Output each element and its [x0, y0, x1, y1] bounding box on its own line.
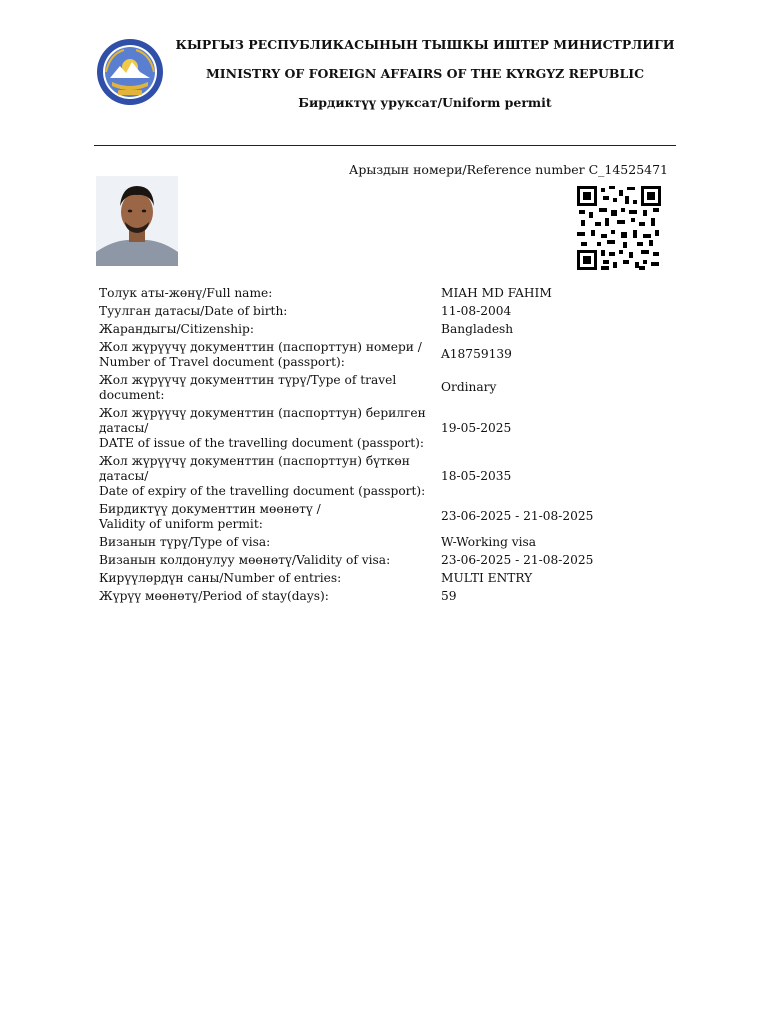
field-row — [97, 371, 593, 404]
reference-number-line — [349, 162, 668, 177]
reference-label: Арыздын номери/Reference number — [348, 162, 585, 177]
field-row — [97, 320, 593, 338]
field-label: Туулган датасы/Date of birth: — [99, 303, 288, 318]
field-value: 18-05-2035 — [441, 468, 512, 483]
field-label-line: датасы/ — [99, 420, 149, 435]
field-row — [97, 533, 593, 551]
reference-number: C_14525471 — [588, 162, 668, 177]
field-value: Ordinary — [441, 380, 497, 394]
field-label-line: Жол жүрүүчү документтин (паспорттун) номери / — [99, 339, 422, 354]
field-label: Кирүүлөрдүн саны/Number of entries: — [99, 570, 342, 585]
field-label-line: Date of expiry of the travelling document (passport): — [99, 483, 426, 498]
applicant-photo — [96, 176, 178, 266]
kyrgyz-emblem-icon — [96, 38, 164, 106]
field-label-line: DATE of issue of the travelling document (passport): — [99, 435, 424, 450]
field-label-line: Number of Travel document (passport): — [99, 354, 345, 369]
field-label: Жол жүрүүчү документтин түрү/Type of travel document: — [99, 372, 397, 402]
field-value: 23-06-2025 - 21-08-2025 — [441, 552, 594, 567]
field-label — [97, 452, 439, 500]
field-value: A18759139 — [441, 347, 512, 361]
field-row — [97, 338, 593, 371]
field-label — [97, 500, 439, 533]
field-row — [97, 569, 593, 587]
field-row — [97, 284, 593, 302]
field-value: MIAH MD FAHIM — [441, 285, 552, 300]
field-value: 19-05-2025 — [441, 420, 512, 435]
field-label: Визанын колдонулуу мөөнөтү/Validity of visa: — [99, 552, 391, 567]
field-label: Толук аты-жөнү/Full name: — [99, 285, 273, 300]
field-row — [97, 587, 593, 605]
field-label: Жүрүү мөөнөтү/Period of stay(days): — [99, 588, 329, 603]
header-divider — [94, 145, 676, 146]
field-value: 23-06-2025 - 21-08-2025 — [441, 509, 594, 523]
field-row — [97, 551, 593, 569]
field-row — [97, 452, 593, 500]
field-label-line: Validity of uniform permit: — [99, 516, 263, 531]
field-label — [97, 404, 439, 452]
field-value: 59 — [441, 588, 457, 603]
field-label-line: Бирдиктүү документтин мөөнөтү / — [99, 501, 321, 516]
field-label: Визанын түрү/Type of visa: — [99, 534, 271, 549]
field-value: W-Working visa — [441, 534, 537, 549]
permit-details-table — [97, 284, 593, 605]
field-row — [97, 404, 593, 452]
field-label-line: Жол жүрүүчү документтин (паспорттун) берилген — [99, 405, 426, 420]
field-value: MULTI ENTRY — [441, 570, 533, 585]
qr-code-icon — [577, 186, 661, 270]
ministry-name-english: MINISTRY OF FOREIGN AFFAIRS OF THE KYRGYZ REPUBLIC — [205, 66, 645, 81]
permit-title: Бирдиктүү уруксат/Uniform permit — [298, 95, 552, 110]
field-label — [97, 338, 439, 371]
field-row — [97, 500, 593, 533]
ministry-name-kyrgyz: КЫРГЫЗ РЕСПУБЛИКАСЫНЫН ТЫШКЫ ИШТЕР МИНИСТРЛИГИ — [175, 37, 675, 52]
field-value: 11-08-2004 — [441, 303, 512, 318]
field-value: Bangladesh — [441, 321, 514, 336]
field-label: Жарандыгы/Citizenship: — [99, 321, 254, 336]
field-label-line: Жол жүрүүчү документтин (паспорттун) бүткөн датасы/ — [99, 453, 410, 483]
field-row — [97, 302, 593, 320]
